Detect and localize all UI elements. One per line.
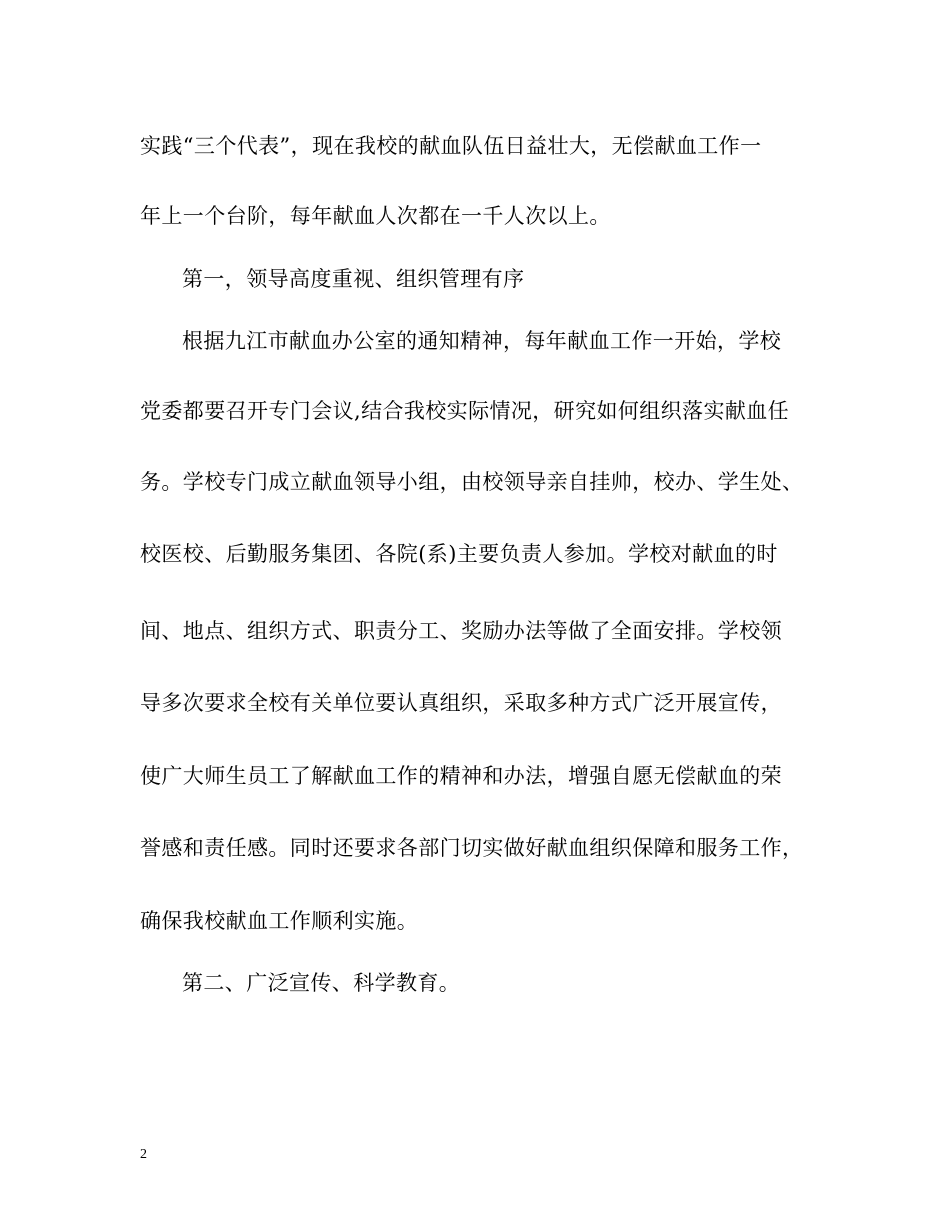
body-text-line: 确保我校献血工作顺利实施。 xyxy=(140,909,419,933)
section-heading-2: 第二、广泛宣传、科学教育。 xyxy=(182,971,461,995)
body-text-line: 导多次要求全校有关单位要认真组织，采取多种方式广泛开展宣传， xyxy=(140,691,782,715)
body-text-line: 誉感和责任感。同时还要求各部门切实做好献血组织保障和服务工作， xyxy=(140,836,804,860)
body-text-line: 党委都要召开专门会议,结合我校实际情况，研究如何组织落实献血任 xyxy=(140,399,790,423)
paragraph-start-line: 根据九江市献血办公室的通知精神，每年献血工作一开始，学校 xyxy=(182,329,782,353)
section-heading-1: 第一，领导高度重视、组织管理有序 xyxy=(182,267,525,291)
body-text-line: 校医校、后勤服务集团、各院(系)主要负责人参加。学校对献血的时 xyxy=(140,542,778,566)
body-text-line: 务。学校专门成立献血领导小组，由校领导亲自挂帅，校办、学生处、 xyxy=(140,470,804,494)
body-text-line: 间、地点、组织方式、职责分工、奖励办法等做了全面安排。学校领 xyxy=(140,619,782,643)
page-number: 2 xyxy=(140,1147,147,1162)
body-text-line: 使广大师生员工了解献血工作的精神和办法，增强自愿无偿献血的荣 xyxy=(140,764,782,788)
body-text-line: 年上一个台阶，每年献血人次都在一千人次以上。 xyxy=(140,204,611,228)
body-text-line: 实践“三个代表”，现在我校的献血队伍日益壮大，无偿献血工作一 xyxy=(140,134,762,158)
